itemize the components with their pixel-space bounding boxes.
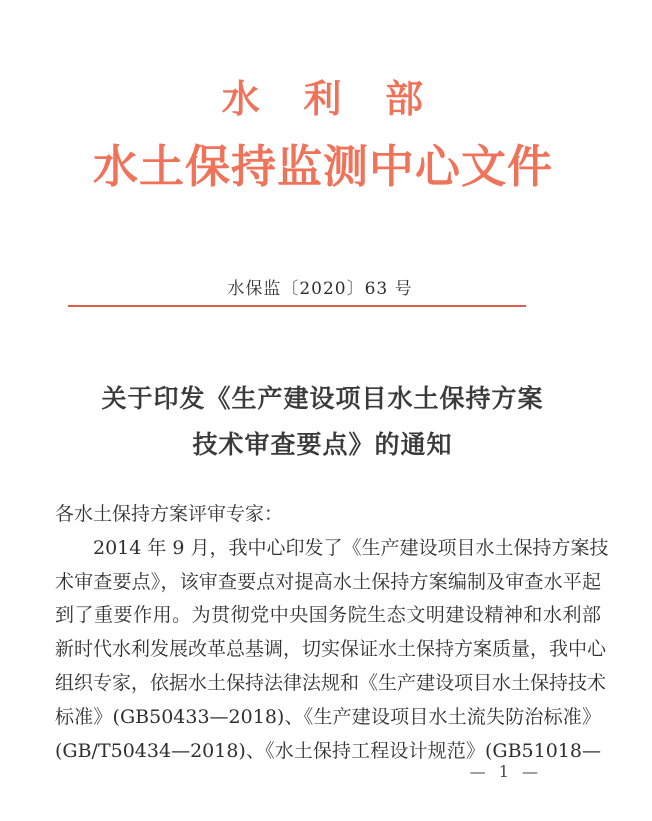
letterhead — [0, 78, 645, 191]
issuer-name: 水利部 — [221, 76, 467, 121]
body-line: 术审查要点》，该审查要点对提高水土保持方案编制及审查水平起 — [55, 570, 601, 593]
salutation: 各水土保持方案评审专家： — [55, 503, 284, 525]
notice-title — [0, 376, 645, 468]
letterhead-office-title: 水土保持监测中心文件 — [92, 139, 553, 193]
body-line: (GB/T50434—2018)、《水土保持工程设计规范》(GB51018— — [55, 739, 601, 762]
body-text — [55, 498, 609, 768]
header-divider — [68, 305, 526, 307]
body-line: 2014 年 9 月，我中心印发了《生产建设项目水土保持方案技 — [93, 536, 609, 559]
body-line: 新时代水利发展改革总基调，切实保证水土保持方案质量，我中心 — [55, 638, 607, 661]
document-number: 水保监〔2020〕63 号 — [227, 279, 413, 299]
body-line: 到了重要作用。为贯彻党中央国务院生态文明建设精神和水利部 — [55, 604, 601, 627]
notice-title-line-1: 关于印发《生产建设项目水土保持方案 — [101, 384, 544, 413]
body-line: 标准》(GB50433—2018)、《生产建设项目水土流失防治标准》 — [55, 705, 601, 728]
body-line: 组织专家，依据水土保持法律法规和《生产建设项目水土保持技术 — [55, 671, 607, 694]
notice-title-line-2: 技术审查要点》的通知 — [192, 430, 453, 459]
page-number: — 1 — — [469, 762, 542, 781]
